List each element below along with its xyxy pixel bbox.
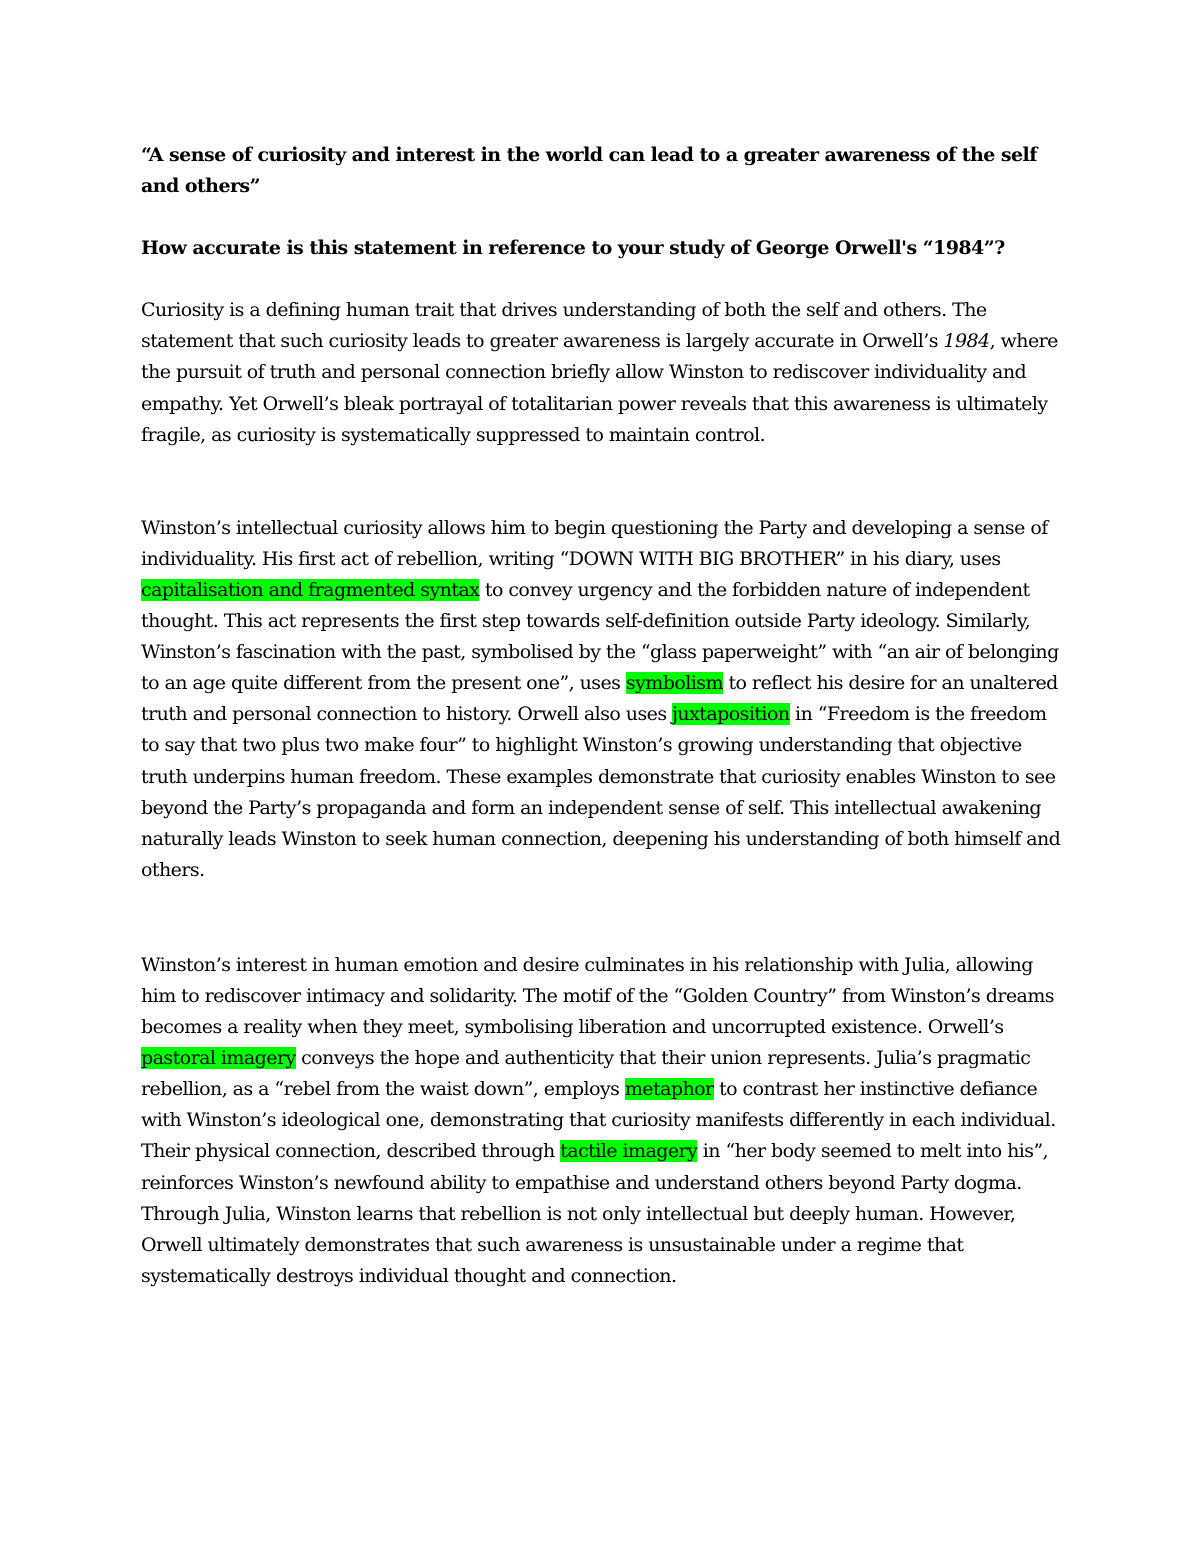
highlight-tactile-imagery: tactile imagery [560, 1140, 698, 1163]
highlight-capitalisation: capitalisation and fragmented syntax [141, 578, 480, 601]
essay-prompt: “A sense of curiosity and interest in the world can lead to a greater awareness of the self and others” [141, 144, 1037, 198]
document-body [141, 140, 1066, 1292]
body2-text-1: Winston’s interest in human emotion and desire culminates in his relationship with Julia, allowing him to rediscover intimacy and solidarity. The motif of the “Golden Country” from Winston’s dreams becomes a reality when they meet, symbolising liberation and uncorrupted existence. Orwell’s [141, 953, 1054, 1039]
body1-text-4: in “Freedom is the freedom to say that two plus two make four” to highlight Winston’s growing understanding that objective truth underpins human freedom. These examples demonstrate that curiosity enables Winston to see beyond the Party’s propaganda and form an independent sense of self. This intellectual awakening naturally leads Winston to seek human connection, deepening his understanding of both himself and others. [141, 703, 1061, 881]
intro-paragraph [141, 295, 1066, 450]
body1-text-1: Winston’s intellectual curiosity allows him to begin questioning the Party and developing a sense of individuality. His first act of rebellion, writing “DOWN WITH BIG BROTHER” in his diary, uses [141, 516, 1048, 570]
highlight-metaphor: metaphor [624, 1078, 714, 1101]
highlight-pastoral-imagery: pastoral imagery [141, 1047, 296, 1070]
intro-text-1: Curiosity is a defining human trait that drives understanding of both the self and others. The statement that such curiosity leads to greater awareness is largely accurate in Orwell’s [141, 299, 987, 353]
body2-text-3: to contrast her instinctive defiance with Winston’s ideological one, demonstrating that curiosity manifests differently in each individual. Their physical connection, described through [141, 1078, 1056, 1163]
highlight-juxtaposition: juxtaposition [672, 703, 790, 726]
body1-text-3: to reflect his desire for an unaltered truth and personal connection to history. Orwell also uses [141, 672, 1058, 726]
body2-text-2: conveys the hope and authenticity that their union represents. Julia’s pragmatic rebellion, as a “rebel from the waist down”, employs [141, 1047, 1031, 1101]
body-paragraph-2 [141, 950, 1066, 1292]
body1-text-2: to convey urgency and the forbidden nature of independent thought. This act represents the first step towards self-definition outside Party ideology. Similarly, Winston’s fascination with the past, symbolised by the “glass paperweight” with “an air of belonging to an age quite different from the present one”, uses [141, 578, 1059, 695]
book-title: 1984 [943, 330, 990, 353]
essay-question: How accurate is this statement in reference to your study of George Orwell's “1984”? [141, 237, 1005, 260]
highlight-symbolism: symbolism [625, 672, 723, 695]
intro-text-2: , where the pursuit of truth and personal connection briefly allow Winston to rediscover individuality and empathy. Yet Orwell’s bleak portrayal of totalitarian power reveals that this awareness is ultimately fragile, as curiosity is systematically suppressed to maintain control. [141, 330, 1058, 446]
body-paragraph-1 [141, 513, 1066, 886]
body2-text-4: in “her body seemed to melt into his”, reinforces Winston’s newfound ability to empathise and understand others beyond Party dogma. Through Julia, Winston learns that rebellion is not only intellectual but deeply human. However, Orwell ultimately demonstrates that such awareness is unsustainable under a regime that systematically destroys individual thought and connection. [141, 1140, 1049, 1287]
